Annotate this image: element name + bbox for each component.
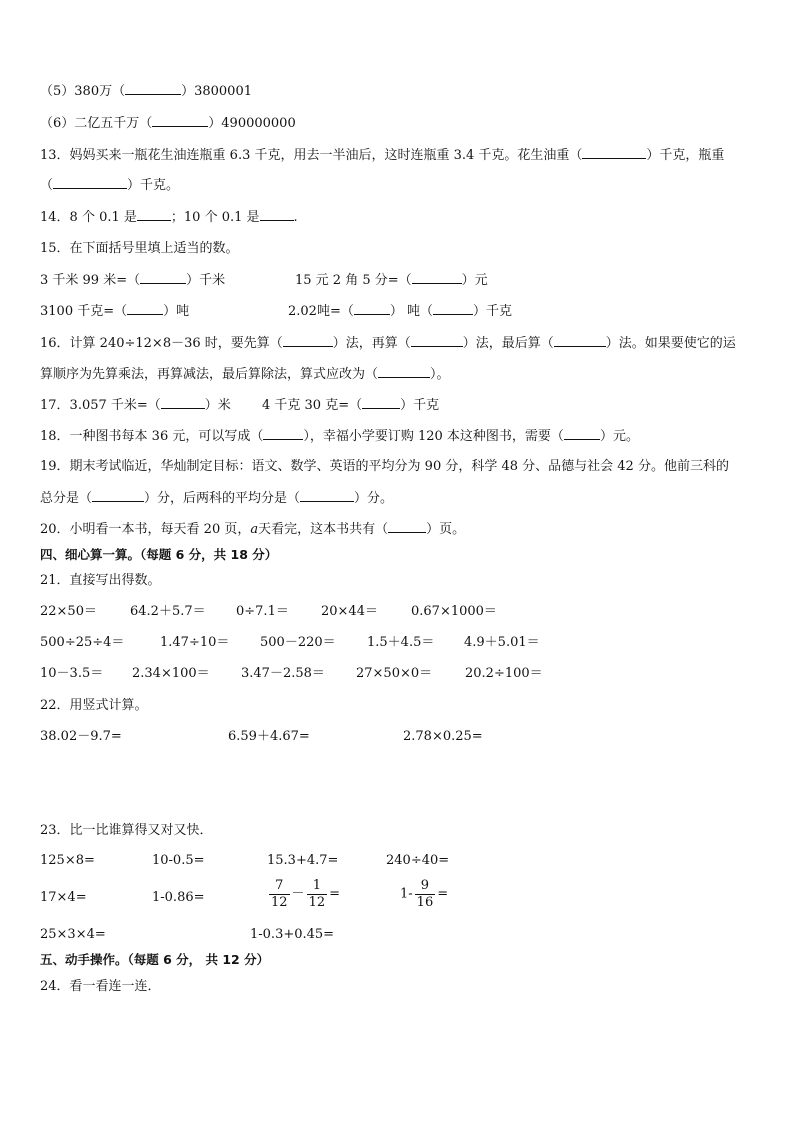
fraction bbox=[269, 878, 290, 911]
q15-d-post: ）千克 bbox=[472, 304, 512, 319]
q23-r1-c2: 10-0.5= bbox=[152, 853, 205, 868]
answer-blank[interactable] bbox=[137, 208, 171, 221]
prefix: 1- bbox=[400, 886, 413, 902]
q15-c-pre: 3100 千克=（ bbox=[40, 304, 128, 319]
q14-part-a: 14．8 个 0.1 是 bbox=[40, 210, 137, 225]
q15-a-post: ）千米 bbox=[186, 273, 226, 288]
answer-blank[interactable] bbox=[260, 208, 294, 221]
answer-blank[interactable] bbox=[362, 396, 400, 409]
q13-line2-end: ）千克。 bbox=[127, 178, 180, 193]
q17-a-post: ）米 bbox=[204, 398, 231, 413]
q16-line1 bbox=[40, 334, 736, 353]
answer-blank[interactable] bbox=[554, 334, 606, 347]
q21-r1-c1: 22×50＝ bbox=[40, 604, 97, 619]
q19-line1: 19．期末考试临近，华灿制定目标：语文、数学、英语的平均分为 90 分，科学 48 分、品德与社会 42 分。他前三科的 bbox=[40, 459, 729, 474]
q23-r1-c1: 125×8= bbox=[40, 853, 95, 868]
answer-blank[interactable] bbox=[161, 396, 205, 409]
q20-variable: a bbox=[250, 522, 259, 537]
equals-sign: = bbox=[329, 886, 341, 902]
q15-c-post: ）吨 bbox=[163, 304, 190, 319]
q20-p3: ）页。 bbox=[426, 522, 466, 537]
q22-item-3: 2.78×0.25= bbox=[403, 729, 483, 744]
q12-item5-prefix: （5）380万（ bbox=[40, 84, 126, 99]
q13-line2 bbox=[40, 176, 179, 195]
answer-blank[interactable] bbox=[300, 489, 354, 502]
answer-blank[interactable] bbox=[263, 427, 303, 440]
q21-r1-c2: 64.2＋5.7＝ bbox=[130, 604, 206, 619]
denominator: 12 bbox=[308, 895, 326, 910]
answer-blank[interactable] bbox=[127, 302, 163, 315]
q21-r2-c2: 1.47÷10＝ bbox=[160, 635, 230, 650]
answer-blank[interactable] bbox=[283, 334, 333, 347]
q23-fraction-expression-1 bbox=[267, 878, 340, 911]
q12-item5-suffix: ）3800001 bbox=[181, 84, 252, 99]
q20-p2: 天看完，这本书共有（ bbox=[258, 522, 389, 537]
q18-p3: ）元。 bbox=[599, 429, 639, 444]
q21-title: 21．直接写出得数。 bbox=[40, 573, 161, 588]
q23-fraction-expression-2 bbox=[400, 878, 448, 911]
answer-blank[interactable] bbox=[433, 302, 473, 315]
q22-item-2: 6.59＋4.67= bbox=[228, 729, 310, 744]
q12-item6-prefix: （6）二亿五千万（ bbox=[40, 116, 153, 131]
q17-a-pre: 17．3.057 千米=（ bbox=[40, 398, 161, 413]
answer-blank[interactable] bbox=[92, 489, 144, 502]
q18-p1: 18．一种图书每本 36 元，可以写成（ bbox=[40, 429, 264, 444]
q18 bbox=[40, 427, 639, 446]
q21-r1-c4: 20×44＝ bbox=[321, 604, 378, 619]
q13-line2-start: （ bbox=[40, 178, 54, 193]
q15-d bbox=[288, 302, 512, 321]
equals-sign: = bbox=[437, 886, 449, 902]
q21-r3-c3: 3.47－2.58＝ bbox=[241, 666, 325, 681]
q23-r1-c3: 15.3+4.7= bbox=[267, 853, 339, 868]
q23-r3-c2: 1-0.3+0.45= bbox=[250, 927, 335, 942]
fraction bbox=[307, 878, 328, 911]
answer-blank[interactable] bbox=[582, 146, 646, 159]
q16-p6: ）。 bbox=[430, 367, 450, 382]
q16-p3: ）法，最后算（ bbox=[462, 336, 554, 351]
minus-operator: － bbox=[291, 886, 305, 902]
q21-r2-c5: 4.9＋5.01＝ bbox=[464, 635, 540, 650]
q20-p1: 20．小明看一本书，每天看 20 页， bbox=[40, 522, 251, 537]
section-4-heading: 四、细心算一算。（每题 6 分，共 18 分） bbox=[40, 547, 278, 562]
q16-line2 bbox=[40, 365, 450, 384]
q21-r3-c5: 20.2÷100＝ bbox=[465, 666, 543, 681]
section-5-heading: 五、动手操作。（每题 6 分， 共 12 分） bbox=[40, 952, 270, 967]
q12-item5 bbox=[40, 82, 252, 101]
q15-b-pre: 15 元 2 角 5 分=（ bbox=[295, 273, 412, 288]
q23-r1-c4: 240÷40= bbox=[386, 853, 450, 868]
q18-p2: ），幸福小学要订购 120 本这种图书，需要（ bbox=[303, 429, 564, 444]
answer-blank[interactable] bbox=[378, 365, 430, 378]
numerator: 1 bbox=[307, 878, 328, 895]
q15-d-pre: 2.02吨=（ bbox=[288, 304, 354, 319]
q21-r1-c5: 0.67×1000＝ bbox=[411, 604, 497, 619]
q23-r2-c2: 1-0.86= bbox=[152, 890, 205, 905]
q14-part-c: . bbox=[293, 210, 298, 225]
q19-p2: ）分，后两科的平均分是（ bbox=[144, 491, 301, 506]
q15-a-pre: 3 千米 99 米=（ bbox=[40, 273, 141, 288]
q16-p1: 16．计算 240÷12×8－36 时，要先算（ bbox=[40, 336, 283, 351]
q13-text-end: ）千克，瓶重 bbox=[646, 148, 725, 163]
denominator: 16 bbox=[416, 895, 434, 910]
q16-p2: ）法，再算（ bbox=[332, 336, 411, 351]
q15-d-mid: ） 吨（ bbox=[389, 304, 433, 319]
answer-blank[interactable] bbox=[564, 427, 600, 440]
answer-blank[interactable] bbox=[140, 271, 186, 284]
q21-r1-c3: 0÷7.1＝ bbox=[236, 604, 289, 619]
q14 bbox=[40, 208, 298, 227]
q15-c bbox=[40, 302, 189, 321]
q12-item6 bbox=[40, 114, 296, 133]
q21-r3-c2: 2.34×100＝ bbox=[132, 666, 210, 681]
q16-p4: ）法。如果要使它的运 bbox=[605, 336, 736, 351]
answer-blank[interactable] bbox=[53, 176, 127, 189]
q13-line1 bbox=[40, 146, 724, 165]
denominator: 12 bbox=[271, 895, 288, 910]
q12-item6-suffix: ）490000000 bbox=[208, 116, 296, 131]
answer-blank[interactable] bbox=[412, 271, 462, 284]
answer-blank[interactable] bbox=[125, 82, 181, 95]
q22-title: 22．用竖式计算。 bbox=[40, 698, 148, 713]
answer-blank[interactable] bbox=[411, 334, 463, 347]
numerator: 9 bbox=[415, 878, 436, 895]
q21-r2-c4: 1.5＋4.5＝ bbox=[367, 635, 435, 650]
q21-r2-c1: 500÷25÷4＝ bbox=[40, 635, 125, 650]
q15-b bbox=[295, 271, 488, 290]
answer-blank[interactable] bbox=[152, 114, 208, 127]
numerator: 7 bbox=[269, 878, 290, 895]
q17-a bbox=[40, 396, 231, 415]
fraction bbox=[415, 878, 436, 911]
q14-part-b: ；10 个 0.1 是 bbox=[170, 210, 260, 225]
q21-r3-c4: 27×50×0＝ bbox=[356, 666, 433, 681]
q15-title: 15．在下面括号里填上适当的数。 bbox=[40, 241, 239, 256]
q23-r2-c1: 17×4= bbox=[40, 890, 87, 905]
q20 bbox=[40, 520, 465, 539]
q23-r3-c1: 25×3×4= bbox=[40, 927, 106, 942]
answer-blank[interactable] bbox=[354, 302, 390, 315]
q21-r3-c1: 10－3.5＝ bbox=[40, 666, 104, 681]
q13-text: 13．妈妈买来一瓶花生油连瓶重 6.3 千克，用去一半油后，这时连瓶重 3.4 千克。花生油重（ bbox=[40, 148, 583, 163]
q21-r2-c3: 500－220＝ bbox=[260, 635, 336, 650]
q19-p3: ）分。 bbox=[354, 491, 394, 506]
q19-p1: 总分是（ bbox=[40, 491, 93, 506]
q16-p5: 算顺序为先算乘法，再算减法，最后算除法，算式应改为（ bbox=[40, 367, 379, 382]
q17-b-pre: 4 千克 30 克=（ bbox=[262, 398, 363, 413]
q23-title: 23．比一比谁算得又对又快． bbox=[40, 823, 213, 838]
answer-blank[interactable] bbox=[388, 520, 426, 533]
q19-line2 bbox=[40, 489, 393, 508]
q24-title: 24．看一看连一连． bbox=[40, 979, 161, 994]
q17-b-post: ）千克 bbox=[400, 398, 440, 413]
q22-item-1: 38.02－9.7= bbox=[40, 729, 122, 744]
q15-b-post: ）元 bbox=[461, 273, 488, 288]
q17-b bbox=[262, 396, 439, 415]
q15-a bbox=[40, 271, 225, 290]
